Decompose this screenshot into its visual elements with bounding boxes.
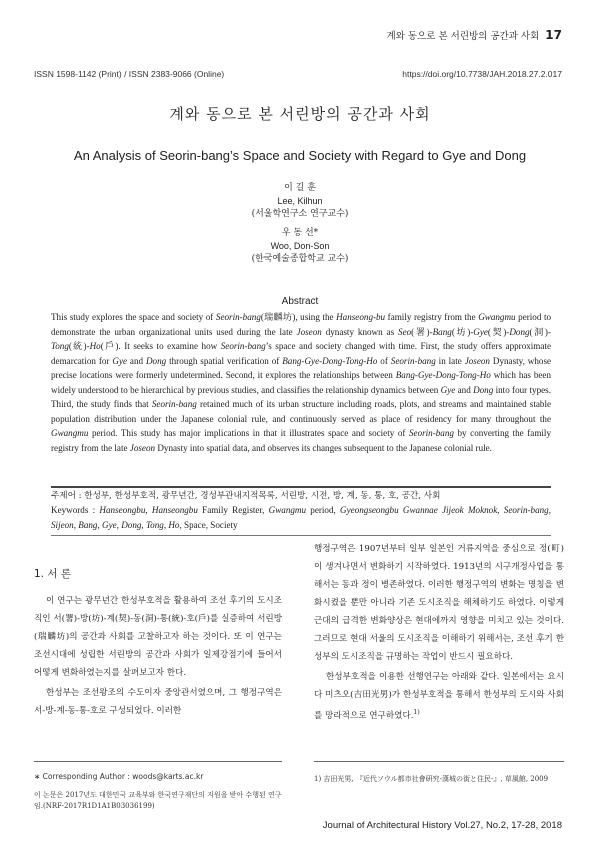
keywords-korean: 주제어 : 한성부, 한성부호적, 광무년간, 경성부관내지적목록, 서린방, 시전, 방, 계, 동, 통, 호, 공간, 사회 (51, 491, 441, 501)
abstract-text: which has been widely understood to be hierarchical by previous studies, and classifies the relationship dynamics between (51, 370, 551, 395)
abstract-text: (契)- (487, 326, 510, 337)
body-paragraph: 한성부는 조선왕조의 수도이자 중앙관서였으며, 그 행정구역은 서-방-계-동-통-호로 구성되었다. 이러한 (34, 688, 282, 716)
author-1-name-en: Lee, Kilhun (277, 196, 323, 206)
abstract-text: Seorin-bang (215, 312, 261, 322)
abstract-text: Tong (51, 341, 69, 351)
abstract-text: by converting the family registry from the late (51, 428, 551, 453)
abstract-text: (統)- (68, 341, 90, 351)
abstract-text: (坊)- (451, 326, 474, 337)
abstract-text: Seorin-bang (151, 399, 197, 409)
body-paragraph: 이 연구는 광무년간 한성부호적을 활용하여 조선 후기의 도시조직인 서(署)-방(坊)-계(契)-동(洞)-통(統)-호(戶)를 실증하여 서린방(瑞麟坊)의 공간과 사회를 고찰하고자 하는 것이다. 또 이 연구는 조선시대에 성립한 서린방의 공간과 사회가 일제강점기에 들어서 어떻게 변화하였는지를 살펴보고자 한다. (34, 596, 282, 678)
abstract-text: and (127, 355, 146, 366)
running-header (387, 28, 562, 42)
abstract-text: (洞)- (529, 326, 551, 337)
author-2 (0, 227, 600, 266)
keyword-text: period, (306, 505, 341, 515)
abstract-text: family registry from the (385, 312, 479, 322)
body-paragraph (314, 668, 564, 725)
footnote-1: 1) 吉田光男, 『近代ソウル都市社會硏究-漢城の街と住民-』, 草風館, 2009 (314, 775, 549, 783)
abstract-text: Ho (89, 341, 101, 351)
page-number: 17 (545, 28, 562, 42)
footnote-rule-left (34, 761, 282, 762)
abstract-text: period to demonstrate the urban organizational units used during the late (51, 312, 552, 337)
body-left-column (34, 592, 282, 720)
abstract-text: of (377, 355, 391, 366)
abstract-heading: Abstract (281, 296, 319, 307)
keyword-text: Space, Society (181, 519, 238, 530)
abstract-text: Joseon (129, 442, 156, 453)
keywords-list (51, 505, 551, 530)
abstract-text: Bang-Gye-Dong-Tong-Ho (282, 355, 378, 366)
abstract-text: Gwangmu (478, 312, 516, 322)
abstract-text: Joseon (296, 326, 322, 337)
abstract-text: This study explores the space and society of (51, 312, 216, 322)
funding-note: 이 논문은 2017년도 대한민국 교육부와 한국연구재단의 지원을 받아 수행된 연구임.(NRF-2017R1D1A1B03036199) (34, 791, 282, 810)
abstract-text: Joseon (464, 355, 490, 366)
title-english: An Analysis of Seorin-bang’s Space and Society with Regard to Gye and Dong (73, 148, 527, 163)
keyword-text: Gyeongseongbu Gwannae Jijeok Moknok, Seorin-bang, Sijeon, Bang, Gye, Dong, Tong, Ho, (51, 505, 552, 530)
abstract-text: Gye (112, 355, 128, 366)
abstract-text: Gwangmu (51, 428, 89, 438)
author-2-affiliation: (한국예술종합학교 교수) (251, 254, 349, 264)
abstract-text: (瑞麟坊), using the (260, 312, 337, 322)
author-1 (0, 182, 600, 221)
abstract-text: Seorin-bang (408, 428, 454, 438)
abstract-text: ’s space and society changed with time. First, the study offers approximate demarcation for (51, 341, 551, 366)
abstract-text: Dong (509, 326, 530, 337)
abstract-text: Dong (145, 355, 167, 366)
abstract-text: dynasty known as (321, 326, 399, 337)
abstract-text: through spatial verification of (166, 355, 283, 366)
author-1-name-ko: 이 길 훈 (284, 183, 316, 193)
abstract-text: Seo (398, 326, 412, 337)
abstract-text: Gye (473, 326, 488, 337)
abstract-text: Hanseong-bu (336, 312, 386, 322)
keywords-bottom-rule (51, 535, 551, 536)
title-korean: 계와 동으로 본 서린방의 공간과 사회 (169, 105, 431, 123)
abstract-text: and (455, 384, 474, 395)
abstract-text: into four types. Third, the study finds that (51, 384, 551, 409)
keywords-label: Keywords : (51, 505, 100, 515)
body-paragraph: 행정구역은 1907년부터 일부 일본인 거류지역을 중심으로 정(町)이 생겨나면서 변화하기 시작하였다. 1913년의 시구개정사업을 통해서는 동과 정이 병존하였다. 이러한 행정구역의 변화는 명칭을 변화시켰을 뿐만 아니라 기존 도시조직을 해체하기도 하였다. 이렇게 근대의 급격한 변화양상은 현대에까지 영향을 미치고 있는 것이다. 그러므로 현대 서울의 도시조직을 이해하기 위해서는, 조선 후기 한성부의 도시조직을 규명하는 작업이 반드시 필요하다. (314, 544, 564, 662)
abstract-text: Dynasty, whose precise locations were formerly undetermined. Second, it explores the relationships between (51, 355, 552, 380)
issn: ISSN 1598-1142 (Print) / ISSN 2383-9066 (Online) (34, 69, 225, 79)
abstract-text: in late (435, 355, 465, 366)
abstract-text: Seorin-bang (390, 355, 436, 366)
abstract-body (51, 310, 551, 455)
abstract-text: retained much of its urban structure including roads, plots, and streams and maintained stable population distribution under the Japanese colonial rule, and continuously served as place of residency for many throughout the (51, 399, 552, 424)
abstract-text: (戶). It seeks to examine how (100, 341, 221, 351)
abstract-text: period. This study has major implications in that it illustrates space and society of (88, 428, 409, 438)
abstract-text: Gye (440, 384, 456, 395)
abstract-text: (署)- (411, 326, 433, 337)
section-heading: 1. 서 론 (34, 568, 71, 580)
journal-footer: Journal of Architectural History Vol.27, No.2, 17-28, 2018 (322, 820, 562, 831)
body-right-column (314, 540, 564, 725)
running-title: 계와 동으로 본 서린방의 공간과 사회 (386, 31, 540, 42)
abstract-text: Dynasty into spatial data, and observes its changes subsequent to the Japanese colonial rule. (155, 442, 492, 453)
keywords-english (51, 503, 551, 532)
footnote-rule-right (314, 761, 564, 762)
abstract-text: Bang (432, 326, 452, 337)
body-paragraph-text: 한성부호적을 이용한 선행연구는 아래와 같다. 일본에서는 요시다 미츠오(吉田光男)가 한성부호적을 통해서 한성부의 도시와 사회를 망라적으로 연구하였다. (314, 672, 564, 721)
keywords-top-rule (51, 486, 551, 488)
keyword-text: Gwangmu (268, 505, 307, 515)
doi-link[interactable]: https://doi.org/10.7738/JAH.2018.27.2.017 (402, 69, 562, 79)
abstract-text: Dong (473, 384, 494, 395)
keyword-text: Hanseongbu, Hanseongbu (99, 505, 198, 515)
footnote-marker[interactable]: 1) (413, 709, 420, 716)
author-1-affiliation: (서울학연구소 연구교수) (251, 209, 349, 219)
author-2-name-ko: 우 동 선* (281, 228, 319, 238)
author-2-name-en: Woo, Don-Son (270, 241, 330, 251)
keyword-text: Family Register, (197, 505, 269, 515)
abstract-text: Bang-Gye-Dong-Tong-Ho (395, 370, 491, 380)
abstract-text: Seorin-bang (220, 341, 266, 351)
corresponding-author: ∗ Corresponding Author : woods@karts.ac.kr (34, 772, 204, 781)
